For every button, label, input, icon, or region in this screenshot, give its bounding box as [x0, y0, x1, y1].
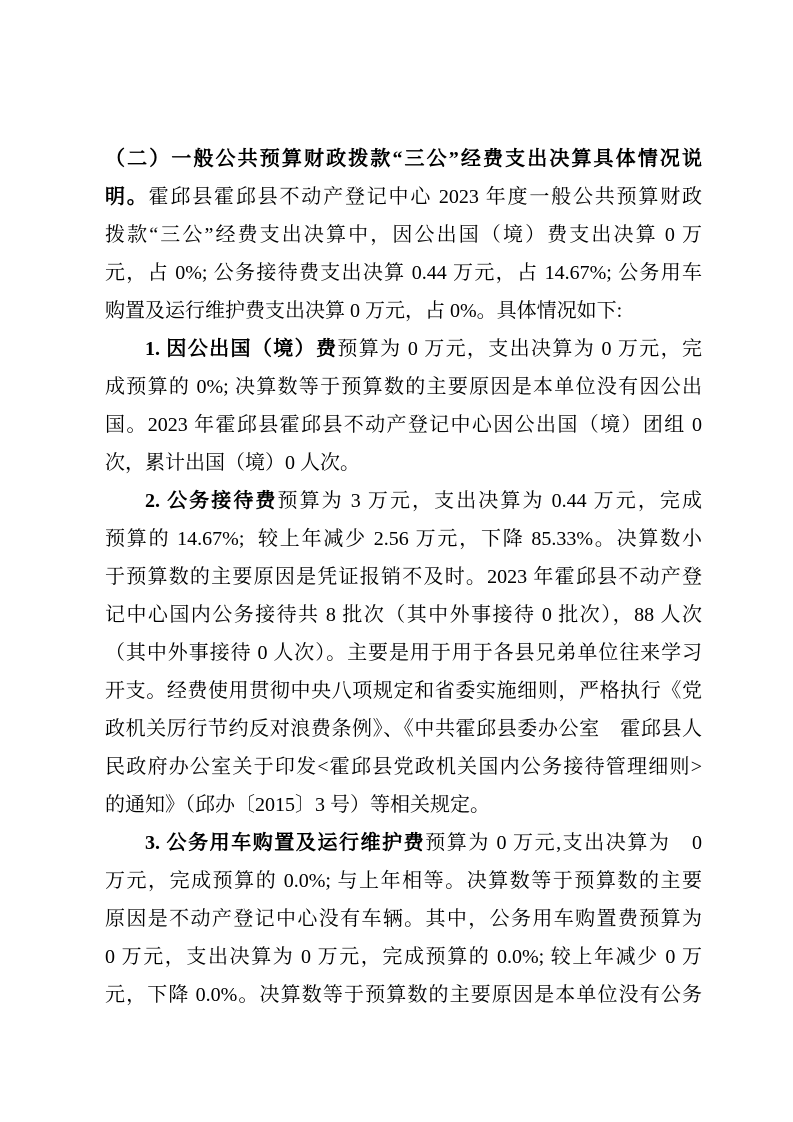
- body-text: 开支。经费使用贯彻中央八项规定和省委实施细则，严格执行《党: [105, 680, 702, 702]
- body-text: 霍邱县霍邱县不动产登记中心 2023 年度一般公共预算财政: [148, 186, 702, 208]
- emphasis-text: 1. 因公出国（境）费: [145, 338, 338, 360]
- body-text: 成预算的 0%; 决算数等于预算数的主要原因是本单位没有因公出: [105, 376, 702, 398]
- body-text: 元，占 0%; 公务接待费支出决算 0.44 万元，占 14.67%; 公务用车: [105, 262, 702, 284]
- body-text: 于预算数的主要原因是凭证报销不及时。2023 年霍邱县不动产登: [105, 566, 702, 588]
- body-text: 政机关厉行节约反对浪费条例》、《中共霍邱县委办公室 霍邱县人: [105, 718, 702, 740]
- text-line: [105, 406, 702, 444]
- text-line: [105, 824, 702, 862]
- text-line: [105, 672, 702, 710]
- text-line: [105, 976, 702, 1014]
- body-text: 拨款“三公”经费支出决算中，因公出国（境）费支出决算 0 万: [105, 224, 702, 246]
- text-line: [105, 938, 702, 976]
- document-content: [105, 140, 702, 1014]
- text-line: [105, 862, 702, 900]
- text-line: [105, 786, 702, 824]
- body-text: 次，累计出国（境）0 人次。: [105, 452, 360, 474]
- emphasis-text: 明。: [105, 186, 149, 208]
- emphasis-text: 2. 公务接待费: [145, 490, 278, 512]
- text-line: [105, 254, 702, 292]
- text-line: [105, 330, 702, 368]
- text-line: [105, 748, 702, 786]
- body-text: 预算为 0 万元，支出决算为 0 万元，完: [337, 338, 702, 360]
- body-text: 记中心国内公务接待共 8 批次（其中外事接待 0 批次），88 人次: [105, 604, 702, 626]
- text-line: [105, 140, 702, 178]
- text-line: [105, 178, 702, 216]
- body-text: 预算为 0 万元,支出决算为 0: [425, 832, 702, 854]
- para-item-1-abroad-expense: [105, 330, 702, 482]
- para-item-3-vehicle-expense: [105, 824, 702, 1014]
- body-text: 原因是不动产登记中心没有车辆。其中，公务用车购置费预算为: [105, 908, 702, 930]
- body-text: 国。2023 年霍邱县霍邱县不动产登记中心因公出国（境）团组 0: [105, 414, 702, 436]
- body-text: 万元，完成预算的 0.0%; 与上年相等。决算数等于预算数的主要: [105, 870, 702, 892]
- body-text: 的通知》（邱办〔2015〕3 号）等相关规定。: [105, 794, 490, 816]
- body-text: 购置及运行维护费支出决算 0 万元，占 0%。具体情况如下:: [105, 300, 623, 322]
- body-text: （其中外事接待 0 人次）。主要是用于用于各县兄弟单位往来学习: [105, 642, 702, 664]
- body-text: 0 万元，支出决算为 0 万元，完成预算的 0.0%; 较上年减少 0 万: [105, 946, 702, 968]
- body-text: 元，下降 0.0%。决算数等于预算数的主要原因是本单位没有公务: [105, 984, 702, 1006]
- text-line: [105, 558, 702, 596]
- text-line: [105, 634, 702, 672]
- text-line: [105, 710, 702, 748]
- body-text: 预算为 3 万元，支出决算为 0.44 万元，完成: [277, 490, 702, 512]
- emphasis-text: （二）一般公共预算财政拨款“三公”经费支出决算具体情况说: [105, 148, 702, 170]
- text-line: [105, 292, 702, 330]
- body-text: 民政府办公室关于印发<霍邱县党政机关国内公务接待管理细则>: [105, 756, 702, 778]
- text-line: [105, 520, 702, 558]
- para-item-2-reception-expense: [105, 482, 702, 824]
- emphasis-text: 3. 公务用车购置及运行维护费: [145, 832, 426, 854]
- text-line: [105, 482, 702, 520]
- text-line: [105, 216, 702, 254]
- text-line: [105, 900, 702, 938]
- body-text: 预算的 14.67%; 较上年减少 2.56 万元，下降 85.33%。决算数小: [105, 528, 702, 550]
- text-line: [105, 596, 702, 634]
- text-line: [105, 444, 702, 482]
- para-section-heading-intro: [105, 140, 702, 330]
- text-line: [105, 368, 702, 406]
